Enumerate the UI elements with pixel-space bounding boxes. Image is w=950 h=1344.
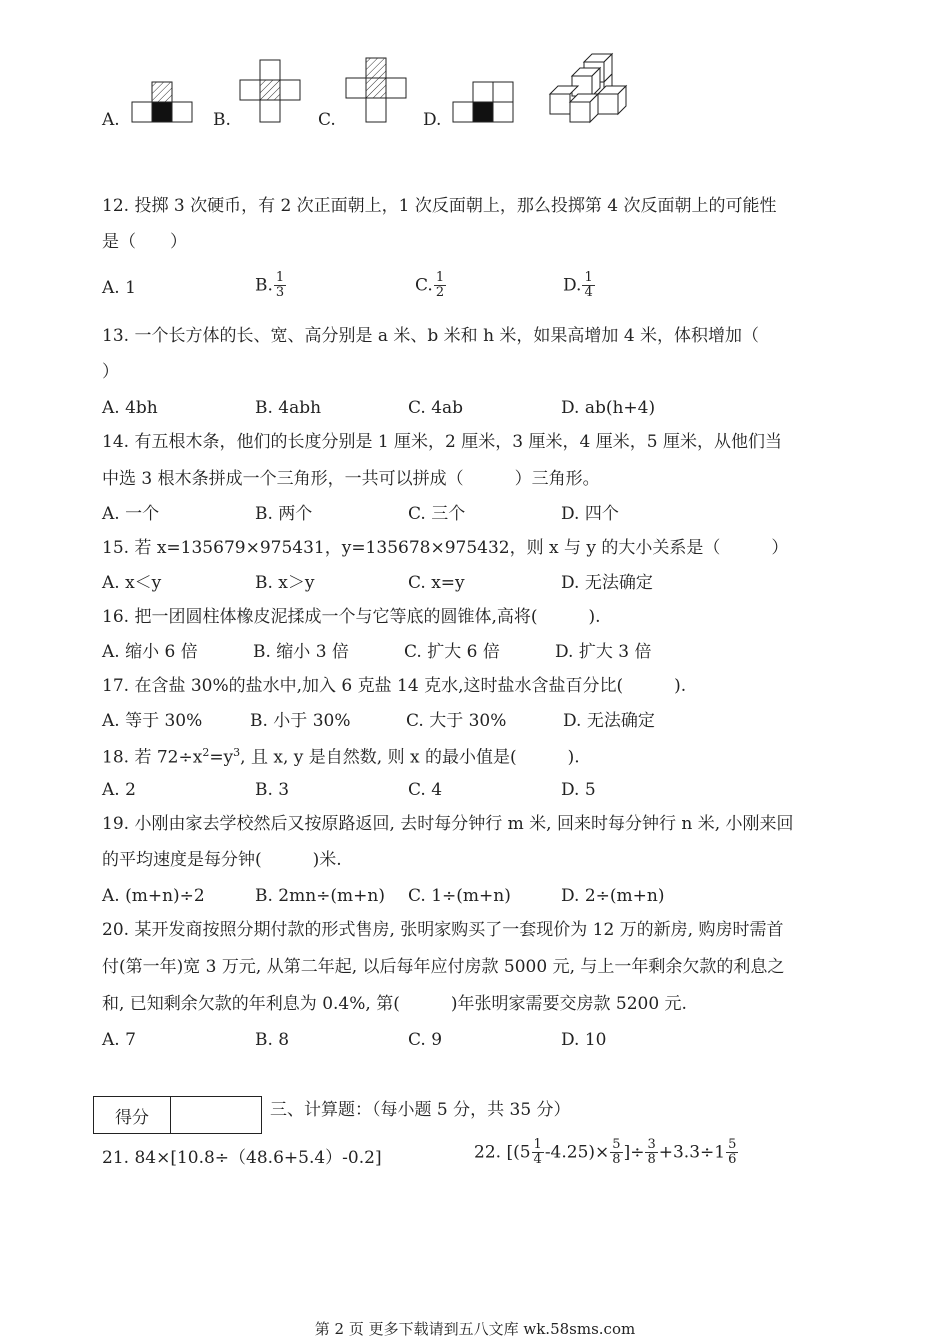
q12-stem-line2: 是（ ） (102, 232, 187, 252)
q14-option-a: A. 一个 (102, 504, 160, 524)
q13-option-d: D. ab(h+4) (561, 398, 656, 418)
q17-stem: 17. 在含盐 30%的盐水中,加入 6 克盐 14 克水,这时盐水含盐百分比( ). (102, 676, 687, 696)
score-blank-cell (171, 1097, 262, 1134)
q19-option-b: B. 2mn÷(m+n) (255, 886, 386, 906)
q18-option-d: D. 5 (561, 780, 596, 800)
q20-option-d: D. 10 (561, 1030, 607, 1050)
q18-option-a: A. 2 (102, 780, 136, 800)
q18-option-b: B. 3 (255, 780, 290, 800)
q20-stem-line2: 付(第一年)宽 3 万元, 从第二年起, 以后每年应付房款 5000 元, 与上一年剩余欠款的利息之 (102, 957, 785, 977)
q15-option-d: D. 无法确定 (561, 573, 653, 593)
q14-stem-line2: 中选 3 根木条拼成一个三角形，一共可以拼成（ ）三角形。 (102, 469, 600, 489)
q17-option-b: B. 小于 30% (250, 711, 351, 731)
q16-option-c: C. 扩大 6 倍 (404, 642, 500, 662)
q19-option-c: C. 1÷(m+n) (408, 886, 511, 906)
q11-option-b-label: B. (213, 110, 231, 130)
q11-option-a-label: A. (102, 110, 120, 130)
q19-stem-line2: 的平均速度是每分钟( )米. (102, 850, 342, 870)
q15-option-b: B. x＞y (255, 573, 315, 593)
q16-option-d: D. 扩大 3 倍 (555, 642, 652, 662)
page-footer: 第 2 页 更多下载请到五八文库 wk.58sms.com (314, 1320, 636, 1338)
q15-stem: 15. 若 x=135679×975431，y=135678×975432，则 x 与 y 的大小关系是（ ） (102, 538, 789, 558)
q14-option-b: B. 两个 (255, 504, 313, 524)
q15-option-a: A. x＜y (102, 573, 162, 593)
q14-option-c: C. 三个 (408, 504, 466, 524)
q18-option-c: C. 4 (408, 780, 443, 800)
q11-net-figure-b (238, 58, 302, 126)
q20-option-a: A. 7 (102, 1030, 136, 1050)
q16-option-a: A. 缩小 6 倍 (102, 642, 198, 662)
q14-stem-line1: 14. 有五根木条，他们的长度分别是 1 厘米，2 厘米，3 厘米，4 厘米，5 厘米，从他们当 (102, 432, 782, 452)
q19-option-d: D. 2÷(m+n) (561, 886, 665, 906)
q13-option-b: B. 4abh (255, 398, 322, 418)
q12-option-d: D. $\frac{1}{4}$ (563, 270, 593, 301)
q20-stem-line3: 和, 已知剩余欠款的年利息为 0.4%, 第( )年张明家需要交房款 5200 元. (102, 994, 687, 1014)
q19-option-a: A. (m+n)÷2 (102, 886, 205, 906)
q20-option-b: B. 8 (255, 1030, 290, 1050)
q20-stem-line1: 20. 某开发商按照分期付款的形式售房, 张明家购买了一套现价为 12 万的新房, 购房时需首 (102, 920, 784, 940)
q12-option-a: A. 1 (102, 278, 136, 298)
q11-option-d-label: D. (423, 110, 442, 130)
q20-option-c: C. 9 (408, 1030, 443, 1050)
q19-stem-line1: 19. 小刚由家去学校然后又按原路返回, 去时每分钟行 m 米, 回来时每分钟行 n 米, 小刚来回 (102, 814, 794, 834)
q21-expression: 21. 84×[10.8÷（48.6+5.4）-0.2] (102, 1148, 382, 1168)
q16-stem: 16. 把一团圆柱体橡皮泥揉成一个与它等底的圆锥体,高将( ). (102, 607, 601, 627)
q22-expression: 22. [(5 $\frac{1}{4}$ -4.25)× $\frac{5}{8}$ ]÷ $\frac{3}{8}$ +3.3÷1 $\frac{5}{6}$ (474, 1137, 737, 1168)
q13-option-a: A. 4bh (102, 398, 158, 418)
score-box (93, 1096, 262, 1134)
q11-cube-stack-figure (548, 50, 634, 126)
score-label: 得分 (94, 1097, 171, 1134)
q13-option-c: C. 4ab (408, 398, 464, 418)
q12-option-b: B. $\frac{1}{3}$ (255, 270, 285, 301)
q16-option-b: B. 缩小 3 倍 (253, 642, 349, 662)
q12-option-c: C. $\frac{1}{2}$ (415, 270, 445, 301)
q11-option-c-label: C. (318, 110, 336, 130)
q11-net-figure-c (344, 56, 410, 126)
q13-stem-line1: 13. 一个长方体的长、宽、高分别是 a 米、b 米和 h 米，如果高增加 4 米，体积增加（ (102, 326, 760, 346)
q17-option-c: C. 大于 30% (406, 711, 507, 731)
q18-stem: 18. 若 $72\div x^2=y^3$, 且 x, y 是自然数, 则 x 的最小值是( ). (102, 746, 580, 768)
q17-option-a: A. 等于 30% (102, 711, 203, 731)
q14-option-d: D. 四个 (561, 504, 619, 524)
section3-title: 三、计算题：（每小题 5 分，共 35 分） (270, 1100, 571, 1120)
q17-option-d: D. 无法确定 (563, 711, 655, 731)
q15-option-c: C. x=y (408, 573, 465, 593)
q13-stem-line2: ） (102, 362, 119, 382)
q12-stem-line1: 12. 投掷 3 次硬币，有 2 次正面朝上，1 次反面朝上，那么投掷第 4 次反面朝上的可能性 (102, 196, 777, 216)
q11-net-figure-a (130, 80, 198, 126)
q11-net-figure-d (451, 80, 519, 126)
